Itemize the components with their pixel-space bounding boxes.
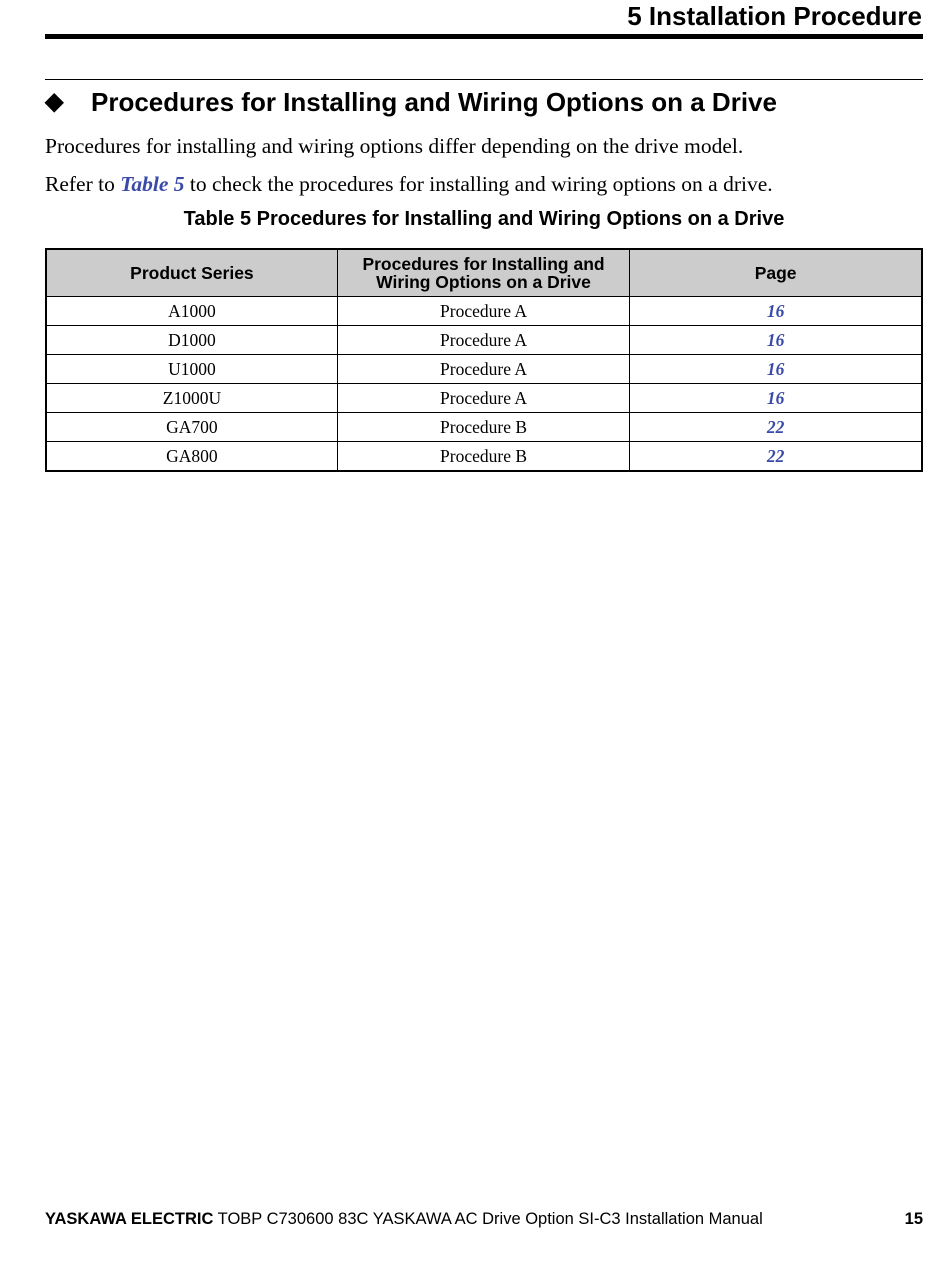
procedures-table [45, 248, 923, 472]
cell-procedure: Procedure A [337, 355, 629, 384]
header-procedures [337, 249, 629, 297]
footer-brand: YASKAWA ELECTRIC [45, 1210, 214, 1228]
cell-page-link[interactable]: 16 [630, 326, 922, 355]
cell-page-link[interactable]: 16 [630, 297, 922, 326]
cell-series: D1000 [46, 326, 337, 355]
cell-series: GA800 [46, 442, 337, 472]
cell-series: GA700 [46, 413, 337, 442]
diamond-bullet-icon: ◆ [45, 88, 64, 115]
intro-paragraph: Procedures for installing and wiring options differ depending on the drive model. [45, 134, 744, 158]
cell-series: U1000 [46, 355, 337, 384]
table-row [46, 442, 922, 472]
header-procedures-line1: Procedures for Installing and [362, 254, 605, 274]
reference-text-before: Refer to [45, 172, 121, 196]
cell-page-link[interactable]: 16 [630, 355, 922, 384]
section-heading-text: Procedures for Installing and Wiring Options on a Drive [91, 87, 777, 117]
reference-text-after: to check the procedures for installing and wiring options on a drive. [184, 172, 773, 196]
cell-series: A1000 [46, 297, 337, 326]
cell-series: Z1000U [46, 384, 337, 413]
table-row [46, 355, 922, 384]
cell-procedure: Procedure A [337, 326, 629, 355]
table-row [46, 297, 922, 326]
page-header-title: 5 Installation Procedure [627, 1, 922, 31]
table-5-link[interactable]: Table 5 [120, 172, 185, 196]
table-row [46, 384, 922, 413]
cell-procedure: Procedure A [337, 297, 629, 326]
cell-procedure: Procedure B [337, 442, 629, 472]
table-row [46, 326, 922, 355]
cell-page-link[interactable]: 22 [630, 442, 922, 472]
table-caption: Table 5 Procedures for Installing and Wiring Options on a Drive [183, 208, 785, 230]
cell-procedure: Procedure A [337, 384, 629, 413]
reference-paragraph [45, 170, 925, 198]
header-procedures-line2: Wiring Options on a Drive [376, 272, 591, 292]
header-product-series: Product Series [46, 249, 337, 297]
table-row [46, 413, 922, 442]
table-header-row [46, 249, 922, 297]
header-rule [45, 34, 923, 39]
page-footer [45, 1208, 923, 1230]
section-heading [45, 86, 923, 118]
cell-page-link[interactable]: 16 [630, 384, 922, 413]
cell-procedure: Procedure B [337, 413, 629, 442]
footer-page-number: 15 [904, 1210, 923, 1228]
cell-page-link[interactable]: 22 [630, 413, 922, 442]
section-rule [45, 79, 923, 80]
header-page: Page [630, 249, 922, 297]
footer-manual-title: TOBP C730600 83C YASKAWA AC Drive Option SI-C3 Installation Manual [213, 1210, 763, 1228]
